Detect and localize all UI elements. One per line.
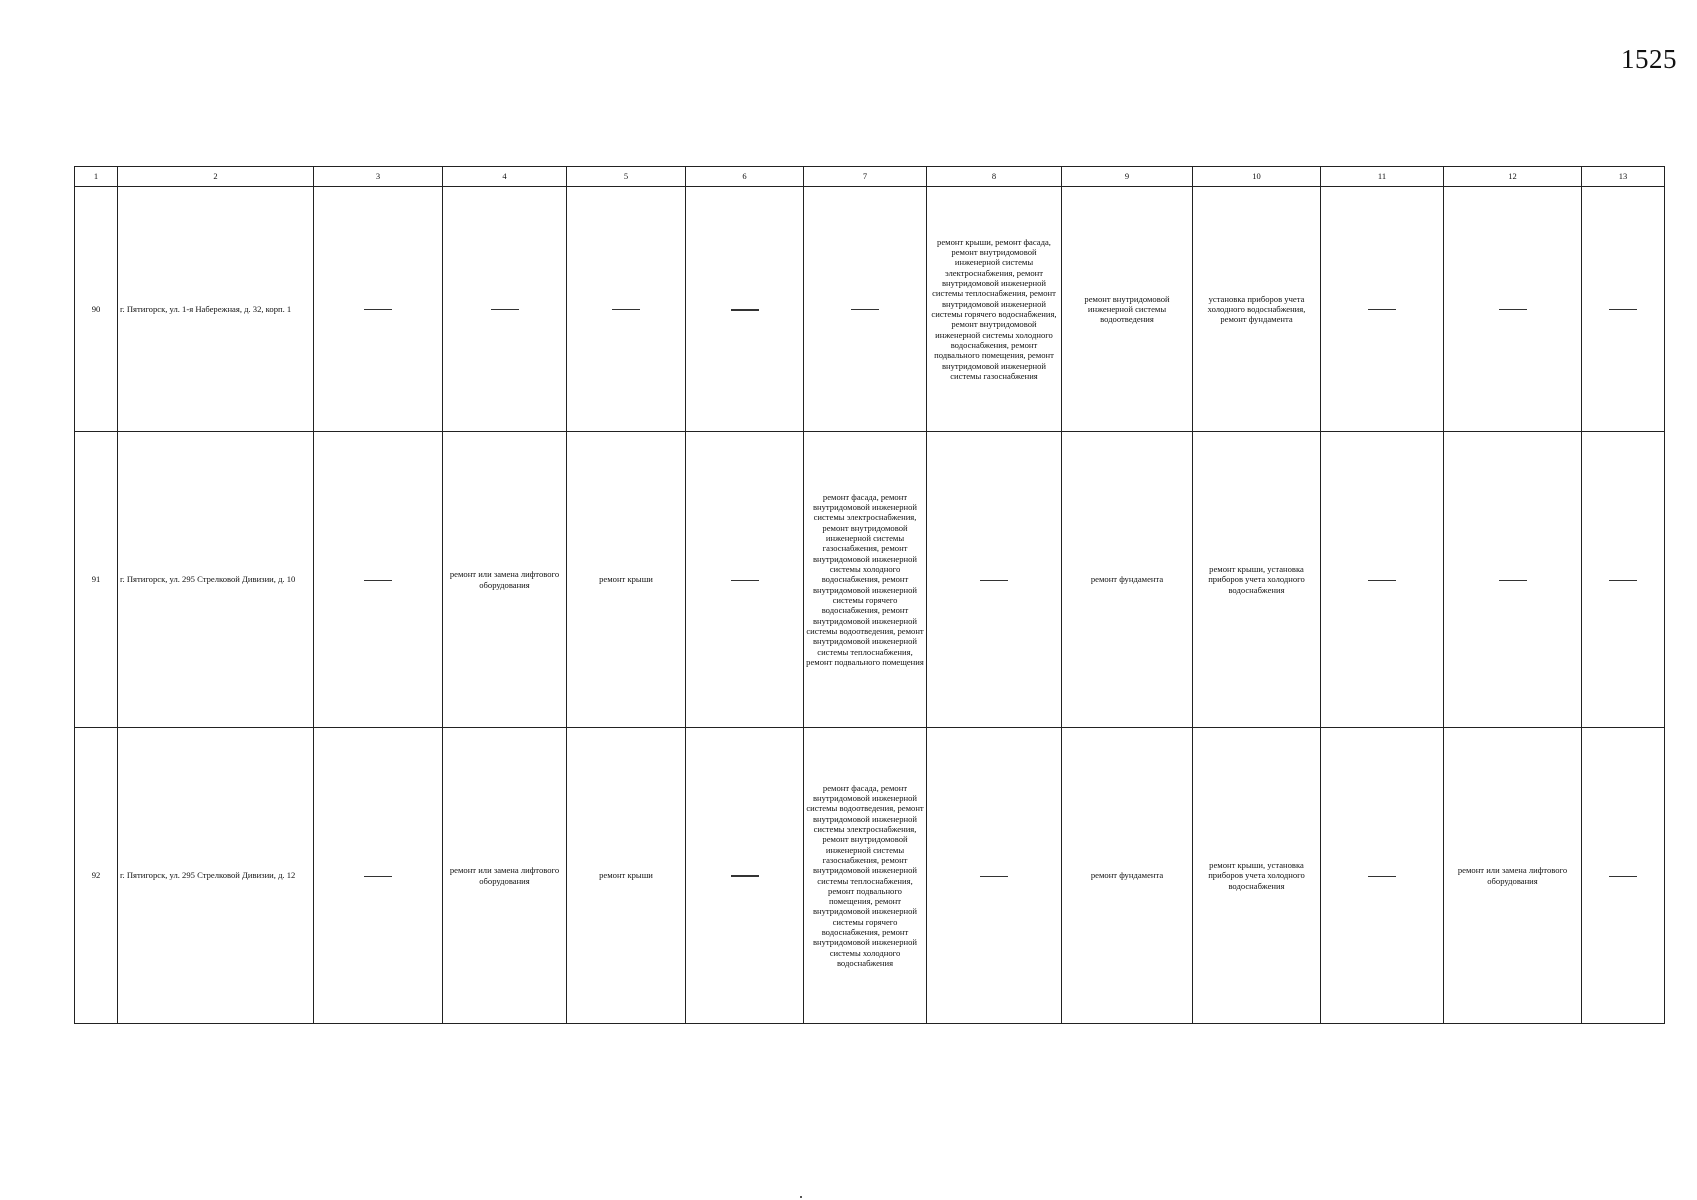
works-cell: ремонт или замена лифтового оборудования (1444, 728, 1582, 1024)
empty-cell (927, 432, 1062, 728)
works-cell: ремонт крыши, ремонт фасада, ремонт внутридомовой инженерной системы электроснабжения, ремонт внутридомовой инженерной системы теплоснабжения, ремонт внутридомовой инженерной системы горячего водоснабжения, ремонт внутридомовой инженерной системы холодного водоснабжения, ремонт подвального помещения, ремонт внутридомовой инженерной системы газоснабжения (927, 187, 1062, 432)
row-number: 91 (75, 432, 118, 728)
dash-mark (1368, 876, 1396, 877)
works-cell: ремонт фундамента (1062, 432, 1193, 728)
header-row (75, 167, 1665, 187)
page-number: 1525 (1621, 44, 1677, 74)
column-number-8: 8 (927, 167, 1062, 187)
empty-cell (1444, 187, 1582, 432)
empty-cell (1321, 432, 1444, 728)
works-cell: ремонт фасада, ремонт внутридомовой инженерной системы водоотведения, ремонт внутридомовой инженерной системы электроснабжения, ремонт внутридомовой инженерной системы газоснабжения, ремонт внутридомовой инженерной системы теплоснабжения, ремонт подвального помещения, ремонт внутридомовой инженерной системы горячего водоснабжения, ремонт внутридомовой инженерной системы холодного водоснабжения (804, 728, 927, 1024)
works-cell: ремонт или замена лифтового оборудования (443, 432, 567, 728)
works-cell: установка приборов учета холодного водоснабжения, ремонт фундамента (1193, 187, 1321, 432)
table-row (75, 728, 1665, 1024)
empty-cell (686, 187, 804, 432)
works-cell: ремонт или замена лифтового оборудования (443, 728, 567, 1024)
empty-cell (1444, 432, 1582, 728)
dash-mark (1368, 580, 1396, 581)
works-cell: ремонт крыши (567, 728, 686, 1024)
empty-cell (1321, 728, 1444, 1024)
column-number-13: 13 (1582, 167, 1665, 187)
works-cell: ремонт крыши, установка приборов учета холодного водоснабжения (1193, 728, 1321, 1024)
column-number-11: 11 (1321, 167, 1444, 187)
works-cell: ремонт внутридомовой инженерной системы водоотведения (1062, 187, 1193, 432)
empty-cell (1582, 432, 1665, 728)
repair-schedule-table (74, 166, 1665, 1024)
empty-cell (314, 187, 443, 432)
dash-mark (1609, 580, 1637, 581)
column-number-5: 5 (567, 167, 686, 187)
address-cell: г. Пятигорск, ул. 295 Стрелковой Дивизии, д. 10 (118, 432, 314, 728)
empty-cell (443, 187, 567, 432)
empty-cell (686, 728, 804, 1024)
empty-cell (314, 728, 443, 1024)
dash-mark (731, 875, 759, 877)
column-number-9: 9 (1062, 167, 1193, 187)
row-number: 90 (75, 187, 118, 432)
dash-mark (1368, 309, 1396, 310)
dash-mark (1499, 309, 1527, 310)
works-cell: ремонт фундамента (1062, 728, 1193, 1024)
empty-cell (567, 187, 686, 432)
dash-mark (1609, 309, 1637, 310)
works-cell: ремонт крыши (567, 432, 686, 728)
column-number-2: 2 (118, 167, 314, 187)
dash-mark (364, 876, 392, 877)
column-number-3: 3 (314, 167, 443, 187)
table-row (75, 187, 1665, 432)
dash-mark (364, 580, 392, 581)
row-number: 92 (75, 728, 118, 1024)
scan-speck (800, 1196, 802, 1198)
empty-cell (314, 432, 443, 728)
column-number-10: 10 (1193, 167, 1321, 187)
column-number-7: 7 (804, 167, 927, 187)
empty-cell (1582, 728, 1665, 1024)
empty-cell (1582, 187, 1665, 432)
dash-mark (1499, 580, 1527, 581)
dash-mark (1609, 876, 1637, 877)
dash-mark (980, 580, 1008, 581)
dash-mark (731, 580, 759, 581)
empty-cell (686, 432, 804, 728)
empty-cell (927, 728, 1062, 1024)
dash-mark (980, 876, 1008, 877)
dash-mark (851, 309, 879, 310)
table-row (75, 432, 1665, 728)
column-number-4: 4 (443, 167, 567, 187)
empty-cell (1321, 187, 1444, 432)
works-cell: ремонт фасада, ремонт внутридомовой инженерной системы электроснабжения, ремонт внутридомовой инженерной системы газоснабжения, ремонт внутридомовой инженерной системы холодного водоснабжения, ремонт внутридомовой инженерной системы горячего водоснабжения, ремонт внутридомовой инженерной системы водоотведения, ремонт внутридомовой инженерной системы теплоснабжения, ремонт подвального помещения (804, 432, 927, 728)
dash-mark (491, 309, 519, 310)
empty-cell (804, 187, 927, 432)
dash-mark (731, 309, 759, 311)
dash-mark (364, 309, 392, 310)
works-cell: ремонт крыши, установка приборов учета холодного водоснабжения (1193, 432, 1321, 728)
address-cell: г. Пятигорск, ул. 295 Стрелковой Дивизии, д. 12 (118, 728, 314, 1024)
column-number-1: 1 (75, 167, 118, 187)
dash-mark (612, 309, 640, 310)
column-number-6: 6 (686, 167, 804, 187)
address-cell: г. Пятигорск, ул. 1-я Набережная, д. 32, корп. 1 (118, 187, 314, 432)
column-number-12: 12 (1444, 167, 1582, 187)
